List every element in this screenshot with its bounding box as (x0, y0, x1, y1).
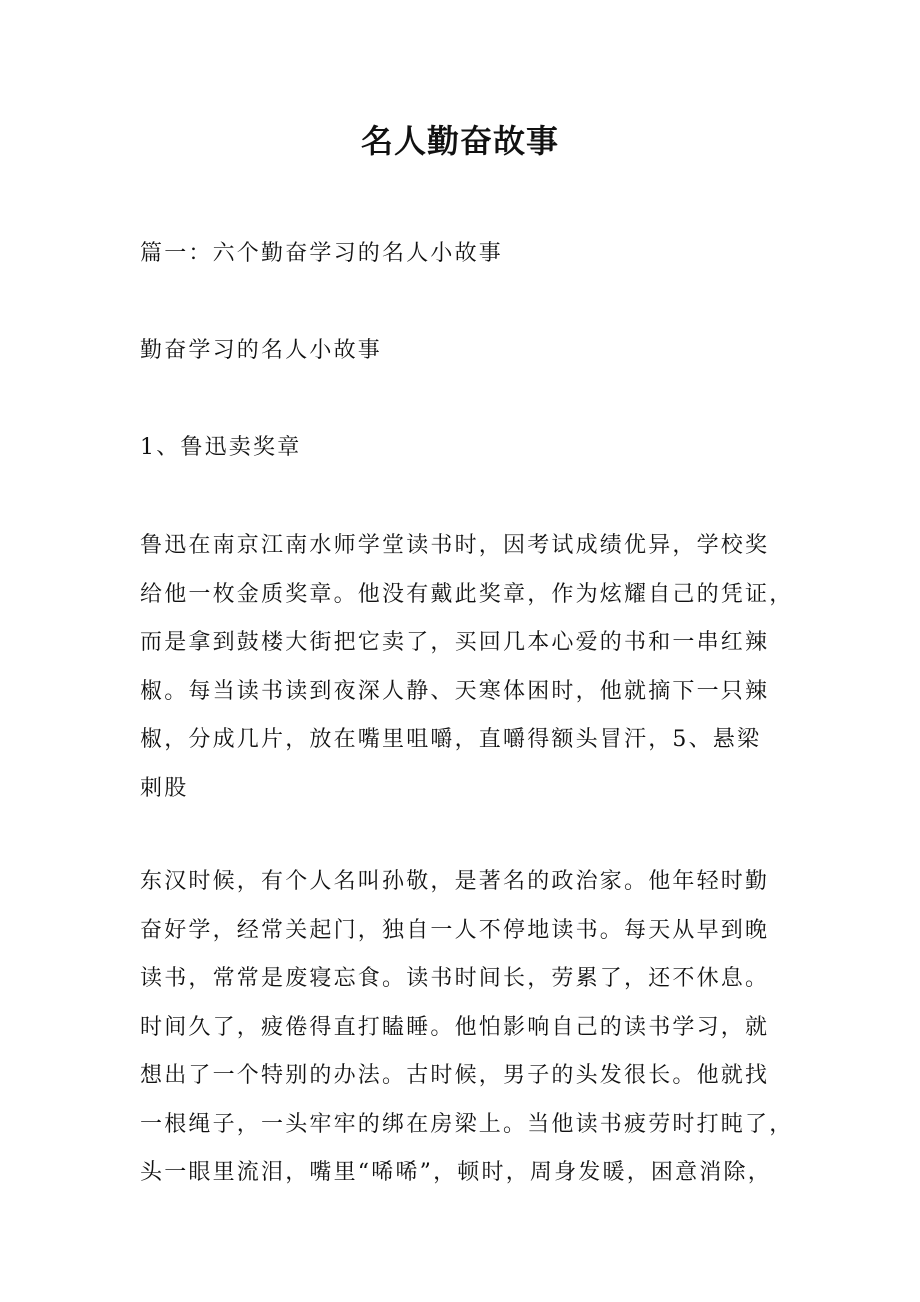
document-title: 名人勤奋故事 (360, 122, 559, 160)
section-heading: 篇一：六个勤奋学习的名人小故事 (140, 241, 504, 266)
paragraph-line: 想出了一个特别的办法。古时候，男子的头发很长。他就找 (140, 1063, 770, 1088)
paragraph-line: 奋好学，经常关起门，独自一人不停地读书。每天从早到晚 (140, 917, 770, 943)
paragraph-line: 读书，常常是废寝忘食。读书时间长，劳累了，还不休息。 (140, 966, 770, 991)
paragraph-line: 一根绳子，一头牢牢的绑在房梁上。当他读书疲劳时打盹了， (140, 1111, 794, 1137)
paragraph-line: 椒，分成几片，放在嘴里咀嚼，直嚼得额头冒汗，5、悬梁 (140, 727, 762, 752)
paragraph-line: 头一眼里流泪，嘴里“唏唏”，顿时，周身发暖，困意消除， (140, 1160, 772, 1185)
paragraph-line: 东汉时候，有个人名叫孙敬，是著名的政治家。他年轻时勤 (140, 869, 770, 894)
paragraph-sun-jing (140, 858, 800, 1198)
paragraph-line: 而是拿到鼓楼大街把它卖了，买回几本心爱的书和一串红辣 (140, 630, 770, 655)
paragraph-line: 椒。每当读书读到夜深人静、天寒体困时，他就摘下一只辣 (140, 678, 770, 704)
item-title: 1、鲁迅卖奖章 (140, 435, 302, 460)
paragraph-line: 时间久了，疲倦得直打瞌睡。他怕影响自己的读书学习，就 (140, 1014, 770, 1040)
paragraph-lu-xun (140, 522, 800, 813)
paragraph-line: 刺股 (140, 775, 189, 801)
subheading: 勤奋学习的名人小故事 (140, 338, 383, 363)
paragraph-line: 鲁迅在南京江南水师学堂读书时，因考试成绩优异，学校奖 (140, 533, 770, 558)
paragraph-line: 给他一枚金质奖章。他没有戴此奖章，作为炫耀自己的凭证， (140, 581, 794, 607)
